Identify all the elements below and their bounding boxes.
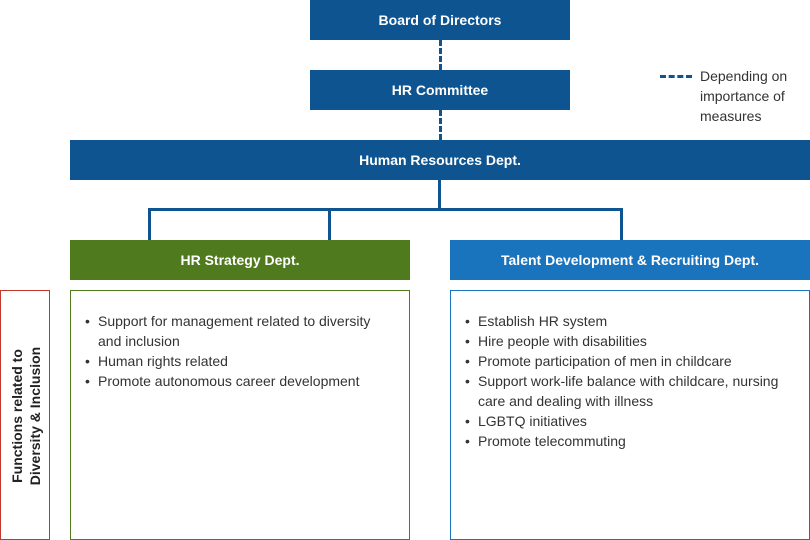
committee-hrdept-dashed-connector — [439, 110, 442, 140]
hrdept-vertical-connector — [438, 180, 441, 210]
diversity-inclusion-side-label — [0, 290, 50, 540]
talent-development-function-list — [465, 311, 795, 451]
talent-dev-connector — [620, 208, 623, 240]
list-item: • Promote telecommuting — [465, 431, 795, 451]
side-label-text — [8, 296, 44, 536]
human-resources-dept-box — [70, 140, 810, 180]
talent-development-dept-label: Talent Development & Recruiting Dept. — [501, 252, 759, 268]
legend-label: Depending on importance of measures — [700, 68, 788, 124]
hr-strategy-function-list — [85, 311, 395, 391]
human-resources-dept-label: Human Resources Dept. — [359, 152, 521, 168]
board-of-directors-label: Board of Directors — [378, 12, 502, 28]
hr-committee-box — [310, 70, 570, 110]
hr-strategy-connector-right — [328, 208, 331, 240]
list-item: • Support for management related to diversity and inclusion — [85, 311, 395, 351]
list-item: • Support work-life balance with childcare, nursing care and dealing with illness — [465, 371, 795, 411]
list-item: • Hire people with disabilities — [465, 331, 795, 351]
horizontal-connector — [148, 208, 623, 211]
hr-committee-label: HR Committee — [391, 82, 489, 98]
list-item: • Promote participation of men in childcare — [465, 351, 795, 371]
list-item: • Human rights related — [85, 351, 395, 371]
talent-development-functions-panel — [450, 290, 810, 540]
hr-strategy-functions-panel — [70, 290, 410, 540]
hr-strategy-dept-box — [70, 240, 410, 280]
list-item: • LGBTQ initiatives — [465, 411, 795, 431]
legend-dashed-line-icon — [660, 75, 692, 78]
list-item: • Establish HR system — [465, 311, 795, 331]
side-label-line-2: Diversity & Inclusion — [27, 346, 43, 486]
board-committee-dashed-connector — [439, 40, 442, 70]
list-item: • Promote autonomous career development — [85, 371, 395, 391]
board-of-directors-box — [310, 0, 570, 40]
side-label-line-1: Functions related to — [9, 349, 25, 483]
talent-development-dept-box — [450, 240, 810, 280]
hr-strategy-dept-label: HR Strategy Dept. — [180, 252, 300, 268]
hr-strategy-connector-left — [148, 208, 151, 240]
